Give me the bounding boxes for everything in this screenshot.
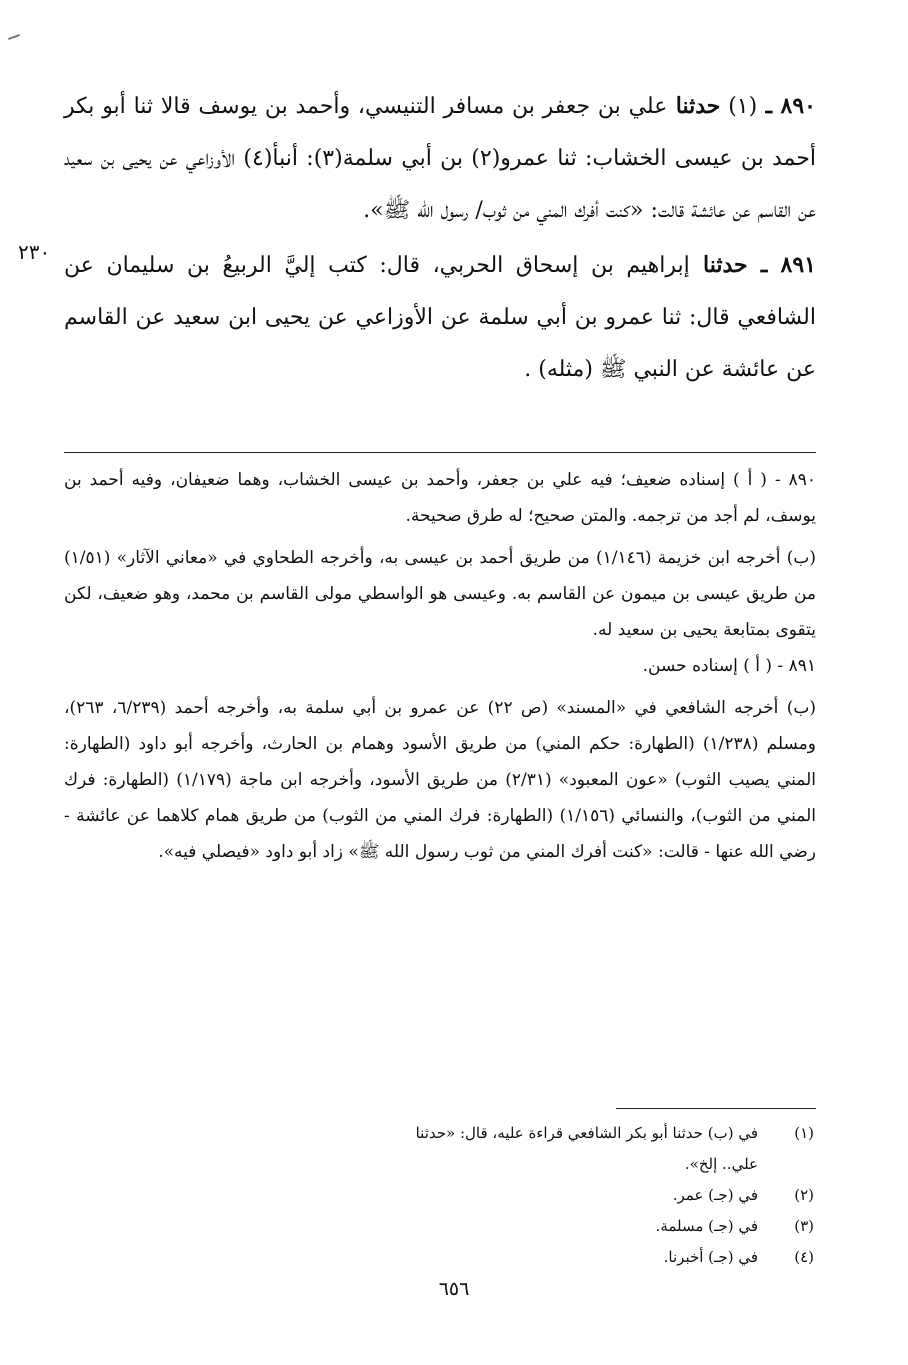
hadith-890 <box>64 80 816 237</box>
footnotes-divider <box>616 1108 816 1109</box>
note-891-b: (ب) أخرجه الشافعي في «المسند» (ص ٢٢) عن عمرو بن أبي سلمة به، وأخرجه أحمد (٦/٢٣٩، ٢٦٣)، ومسلم (١/٢٣٨) (الطهارة: حكم المني) من طريق الأسود وهمام بن الحارث، وأخرجه أبو داود (الطهارة: المني يصيب الثوب) «عون المعبود» (٢/٣١) من طريق الأسود، وأخرجه ابن ماجة (١/١٧٩) (الطهارة: فرك المني من الثوب)، والنسائي (١/١٥٦) (الطهارة: فرك المني من الثوب) من طريق همام كلاهما عن عائشة - رضي الله عنها - قالت: «كنت أفرك المني من ثوب رسول الله ﷺ» زاد أبو داود «فيصلي فيه». <box>64 698 817 862</box>
hadith-891 <box>64 239 816 396</box>
footnote-number: (٤) <box>794 1248 814 1266</box>
commentary-notes <box>64 462 816 870</box>
hadith-lead: حدثنا <box>689 252 748 278</box>
notes-divider <box>64 452 816 453</box>
footnote-number: (٣) <box>794 1217 814 1235</box>
note-891-a: ٨٩١ - ( أ ) إسناده حسن. <box>642 656 816 676</box>
footnotes <box>380 1118 814 1273</box>
main-text <box>64 80 816 398</box>
footnote-text: في (جـ) عمر. <box>672 1186 758 1204</box>
note-890-a: ٨٩٠ - ( أ ) إسناده ضعيف؛ فيه علي بن جعفر، وأحمد بن عيسى الخشاب، وهما ضعيفان، وفيه أحمد بن يوسف، لم أجد من ترجمه. والمتن صحيح؛ له طرق صحيحة. <box>64 470 816 526</box>
hadith-number: ٨٩٠ ـ <box>757 93 816 119</box>
footnote-number: (١) <box>794 1124 814 1142</box>
hadith-text: علي بن جعفر بن مسافر التنيسي، وأحمد بن يوسف قالا ثنا أبو بكر أحمد بن عيسى الخشاب: ثنا عمرو(٢) بن أبي سلمة(٣): أنبأ(٤) الأوزاعي عن يحيى بن سعيد عن القاسم عن عائشة قالت: «كنت أفرك المني من ثوب/ رسول الله ﷺ». <box>64 94 816 223</box>
hadith-number: ٨٩١ ـ <box>747 252 816 278</box>
footnote <box>380 1211 814 1242</box>
scan-mark <box>8 34 20 40</box>
hadith-text: إبراهيم بن إسحاق الحربي، قال: كتب إليَّ الربيعُ بن سليمان عن الشافعي قال: ثنا عمرو بن أبي سلمة عن الأوزاعي عن يحيى ابن سعيد عن القاسم عن عائشة عن النبي ﷺ (مثله) . <box>64 253 816 382</box>
footnote-number: (٢) <box>794 1186 814 1204</box>
footnote <box>380 1242 814 1273</box>
footnote-marker: (١) <box>720 94 758 119</box>
hadith-lead: حدثنا <box>667 93 721 119</box>
footnote-text: في (جـ) أخبرنا. <box>663 1248 758 1266</box>
page-number: ٦٥٦ <box>438 1278 470 1300</box>
footnote-text: في (ب) حدثنا أبو بكر الشافعي قراءة عليه، قال: «حدثنا علي.. إلخ». <box>415 1124 758 1173</box>
footnote <box>380 1118 814 1180</box>
footnote-text: في (جـ) مسلمة. <box>655 1217 758 1235</box>
manuscript-page-marker: ٢٣٠ <box>18 240 51 264</box>
note-890-b: (ب) أخرجه ابن خزيمة (١/١٤٦) من طريق أحمد بن عيسى به، وأخرجه الطحاوي في «معاني الآثار» (١/٥١) من طريق عيسى بن ميمون عن القاسم به. وعيسى هو الواسطي مولى القاسم بن محمد، وهو ضعيف، لكن يتقوى بمتابعة يحيى بن سعيد له. <box>64 548 816 640</box>
footnote <box>380 1180 814 1211</box>
